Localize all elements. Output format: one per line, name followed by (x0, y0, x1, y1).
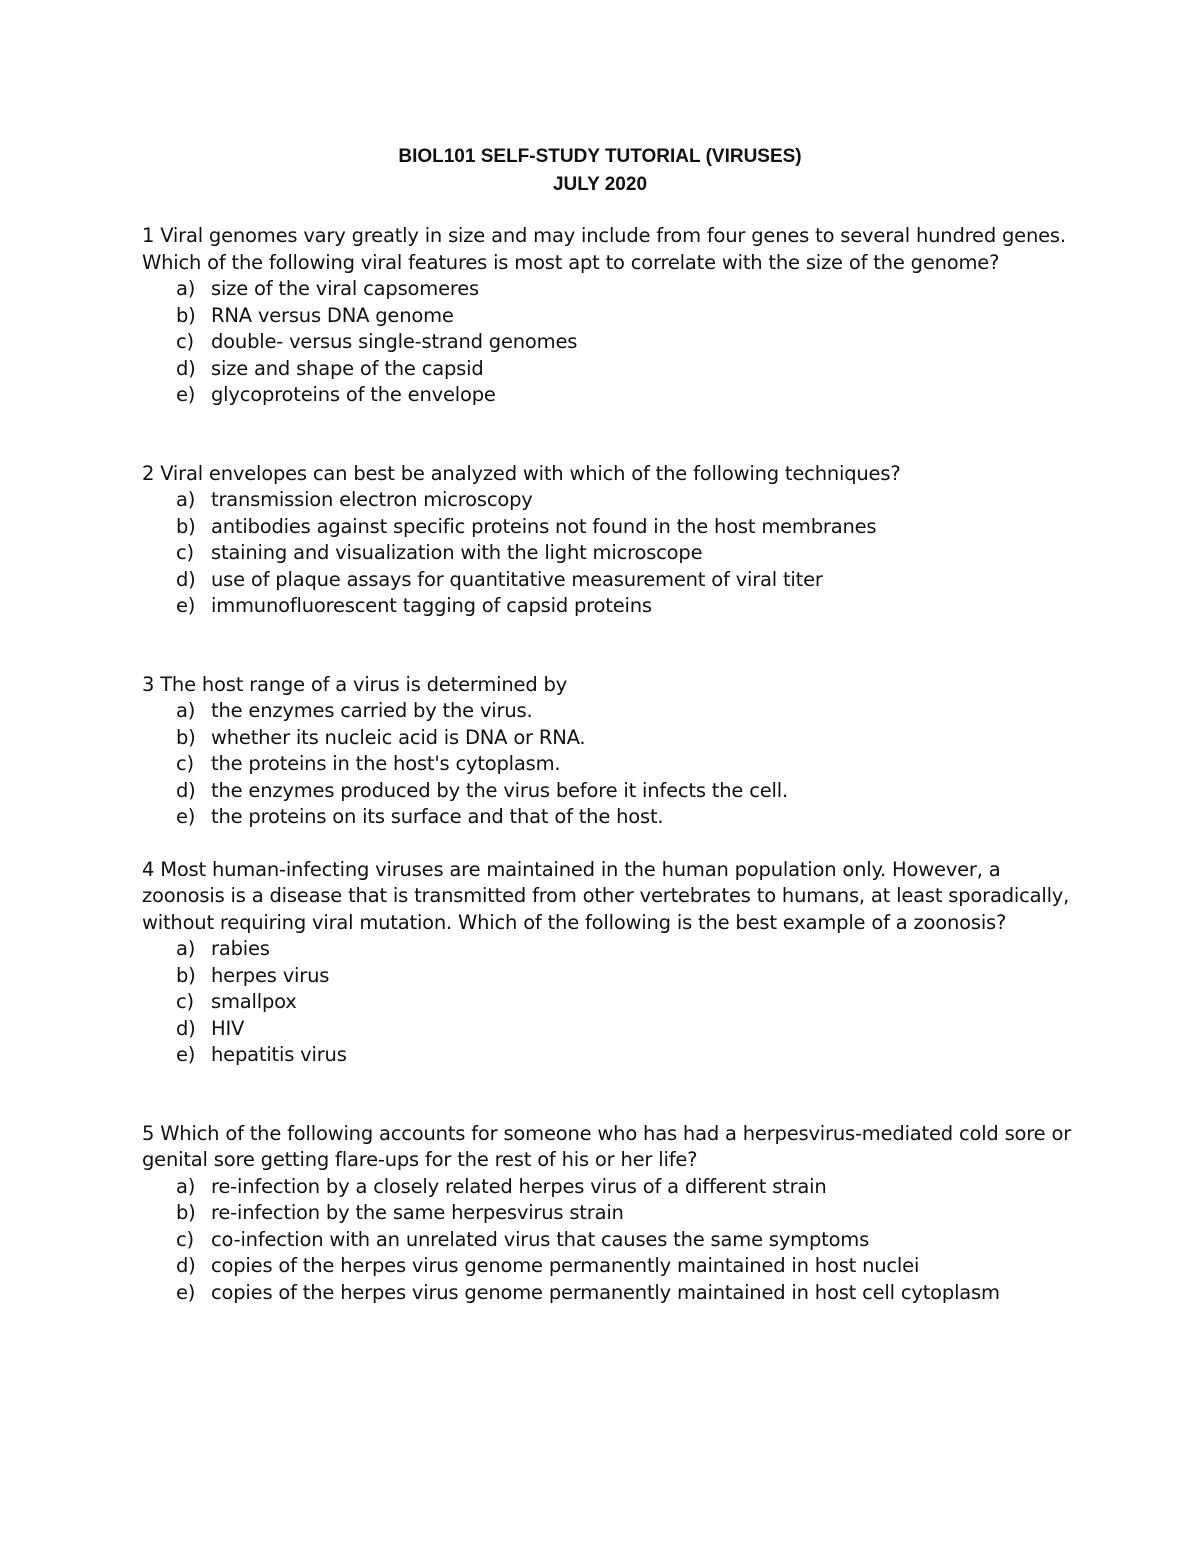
option-letter: b) (176, 303, 196, 327)
option-item (142, 356, 1072, 383)
question-5 (142, 1121, 1072, 1307)
option-item (142, 804, 1072, 831)
question-1 (142, 223, 1072, 409)
spacer (142, 831, 1072, 857)
option-item (142, 303, 1072, 330)
question-2 (142, 461, 1072, 620)
option-list (142, 936, 1072, 1069)
option-text: hepatitis virus (211, 1043, 347, 1066)
option-list (142, 698, 1072, 831)
option-item (142, 276, 1072, 303)
document-header (0, 143, 1200, 199)
option-text: whether its nucleic acid is DNA or RNA. (211, 725, 586, 749)
option-item (142, 540, 1072, 567)
option-letter: c) (176, 990, 194, 1013)
option-text: glycoproteins of the envelope (211, 383, 496, 406)
option-item (142, 593, 1072, 620)
option-item (142, 725, 1072, 752)
option-list (142, 487, 1072, 620)
option-text: transmission electron microscopy (211, 488, 533, 511)
option-letter: c) (176, 541, 194, 564)
option-list (142, 276, 1072, 409)
option-letter: d) (176, 1016, 196, 1040)
option-item (142, 963, 1072, 990)
option-letter: e) (176, 1280, 196, 1304)
option-text: antibodies against specific proteins not found in the host membranes (211, 514, 877, 538)
option-text: smallpox (211, 990, 297, 1013)
option-item (142, 989, 1072, 1016)
option-letter: b) (176, 725, 196, 749)
option-letter: b) (176, 514, 196, 538)
option-letter: e) (176, 805, 196, 828)
option-letter: c) (176, 752, 194, 775)
option-text: the enzymes carried by the virus. (211, 699, 533, 722)
option-text: the proteins on its surface and that of the host. (211, 805, 664, 828)
option-letter: e) (176, 1043, 196, 1066)
option-item (142, 1016, 1072, 1043)
option-text: copies of the herpes virus genome permanently maintained in host cell cytoplasm (211, 1280, 1000, 1304)
option-letter: b) (176, 1201, 196, 1224)
option-text: re-infection by a closely related herpes virus of a different strain (211, 1174, 827, 1198)
option-letter: a) (176, 937, 196, 960)
option-item (142, 329, 1072, 356)
option-item (142, 778, 1072, 805)
question-list (142, 223, 1072, 1306)
option-letter: a) (176, 277, 196, 300)
option-text: size of the viral capsomeres (211, 277, 480, 300)
option-letter: c) (176, 1227, 194, 1251)
option-text: use of plaque assays for quantitative measurement of viral titer (211, 567, 823, 591)
option-text: rabies (211, 937, 270, 960)
option-item (142, 751, 1072, 778)
option-text: immunofluorescent tagging of capsid proteins (211, 594, 652, 617)
document-date: JULY 2020 (552, 174, 648, 195)
option-text: size and shape of the capsid (211, 356, 484, 380)
option-item (142, 1200, 1072, 1227)
spacer (142, 620, 1072, 672)
option-text: the enzymes produced by the virus before it infects the cell. (211, 778, 788, 802)
option-item (142, 936, 1072, 963)
question-stem: 1 Viral genomes vary greatly in size and may include from four genes to several hundred genes. Which of the following viral features is most apt to correlate with the size of the genome? (142, 224, 1066, 274)
option-text: co-infection with an unrelated virus that causes the same symptoms (211, 1227, 870, 1251)
option-text: staining and visualization with the light microscope (211, 541, 703, 564)
option-text: double- versus single-strand genomes (211, 330, 578, 353)
option-letter: d) (176, 1254, 196, 1277)
option-letter: a) (176, 699, 196, 722)
option-text: herpes virus (211, 963, 330, 987)
option-item (142, 1227, 1072, 1254)
option-item (142, 1174, 1072, 1201)
question-3 (142, 672, 1072, 831)
option-letter: a) (176, 488, 196, 511)
question-stem: 3 The host range of a virus is determined by (142, 672, 568, 696)
option-item (142, 1280, 1072, 1307)
option-item (142, 1253, 1072, 1280)
option-item (142, 514, 1072, 541)
spacer (142, 1069, 1072, 1121)
option-letter: c) (176, 330, 194, 353)
option-letter: d) (176, 567, 196, 591)
option-item (142, 567, 1072, 594)
option-letter: e) (176, 594, 196, 617)
document-title: BIOL101 SELF-STUDY TUTORIAL (VIRUSES) (398, 146, 802, 167)
option-text: HIV (211, 1016, 245, 1040)
option-text: RNA versus DNA genome (211, 303, 454, 327)
option-item (142, 382, 1072, 409)
question-4 (142, 857, 1072, 1069)
spacer (142, 409, 1072, 461)
option-letter: a) (176, 1174, 196, 1198)
option-text: copies of the herpes virus genome permanently maintained in host nuclei (211, 1254, 920, 1277)
option-list (142, 1174, 1072, 1307)
option-letter: d) (176, 356, 196, 380)
option-letter: e) (176, 383, 196, 406)
option-letter: d) (176, 778, 196, 802)
option-item (142, 487, 1072, 514)
option-text: the proteins in the host's cytoplasm. (211, 752, 561, 775)
option-text: re-infection by the same herpesvirus strain (211, 1201, 624, 1224)
question-stem: 2 Viral envelopes can best be analyzed with which of the following techniques? (142, 461, 901, 485)
option-item (142, 1042, 1072, 1069)
question-stem: 4 Most human-infecting viruses are maintained in the human population only. However, a zoonosis is a disease that is transmitted from other vertebrates to humans, at least sporadically, without requiring viral mutation. Which of the following is the best example of a zoonosis? (142, 857, 1070, 934)
option-letter: b) (176, 963, 196, 987)
option-item (142, 698, 1072, 725)
question-stem: 5 Which of the following accounts for someone who has had a herpesvirus-mediated cold sore or genital sore getting flare-ups for the rest of his or her life? (142, 1121, 1072, 1171)
